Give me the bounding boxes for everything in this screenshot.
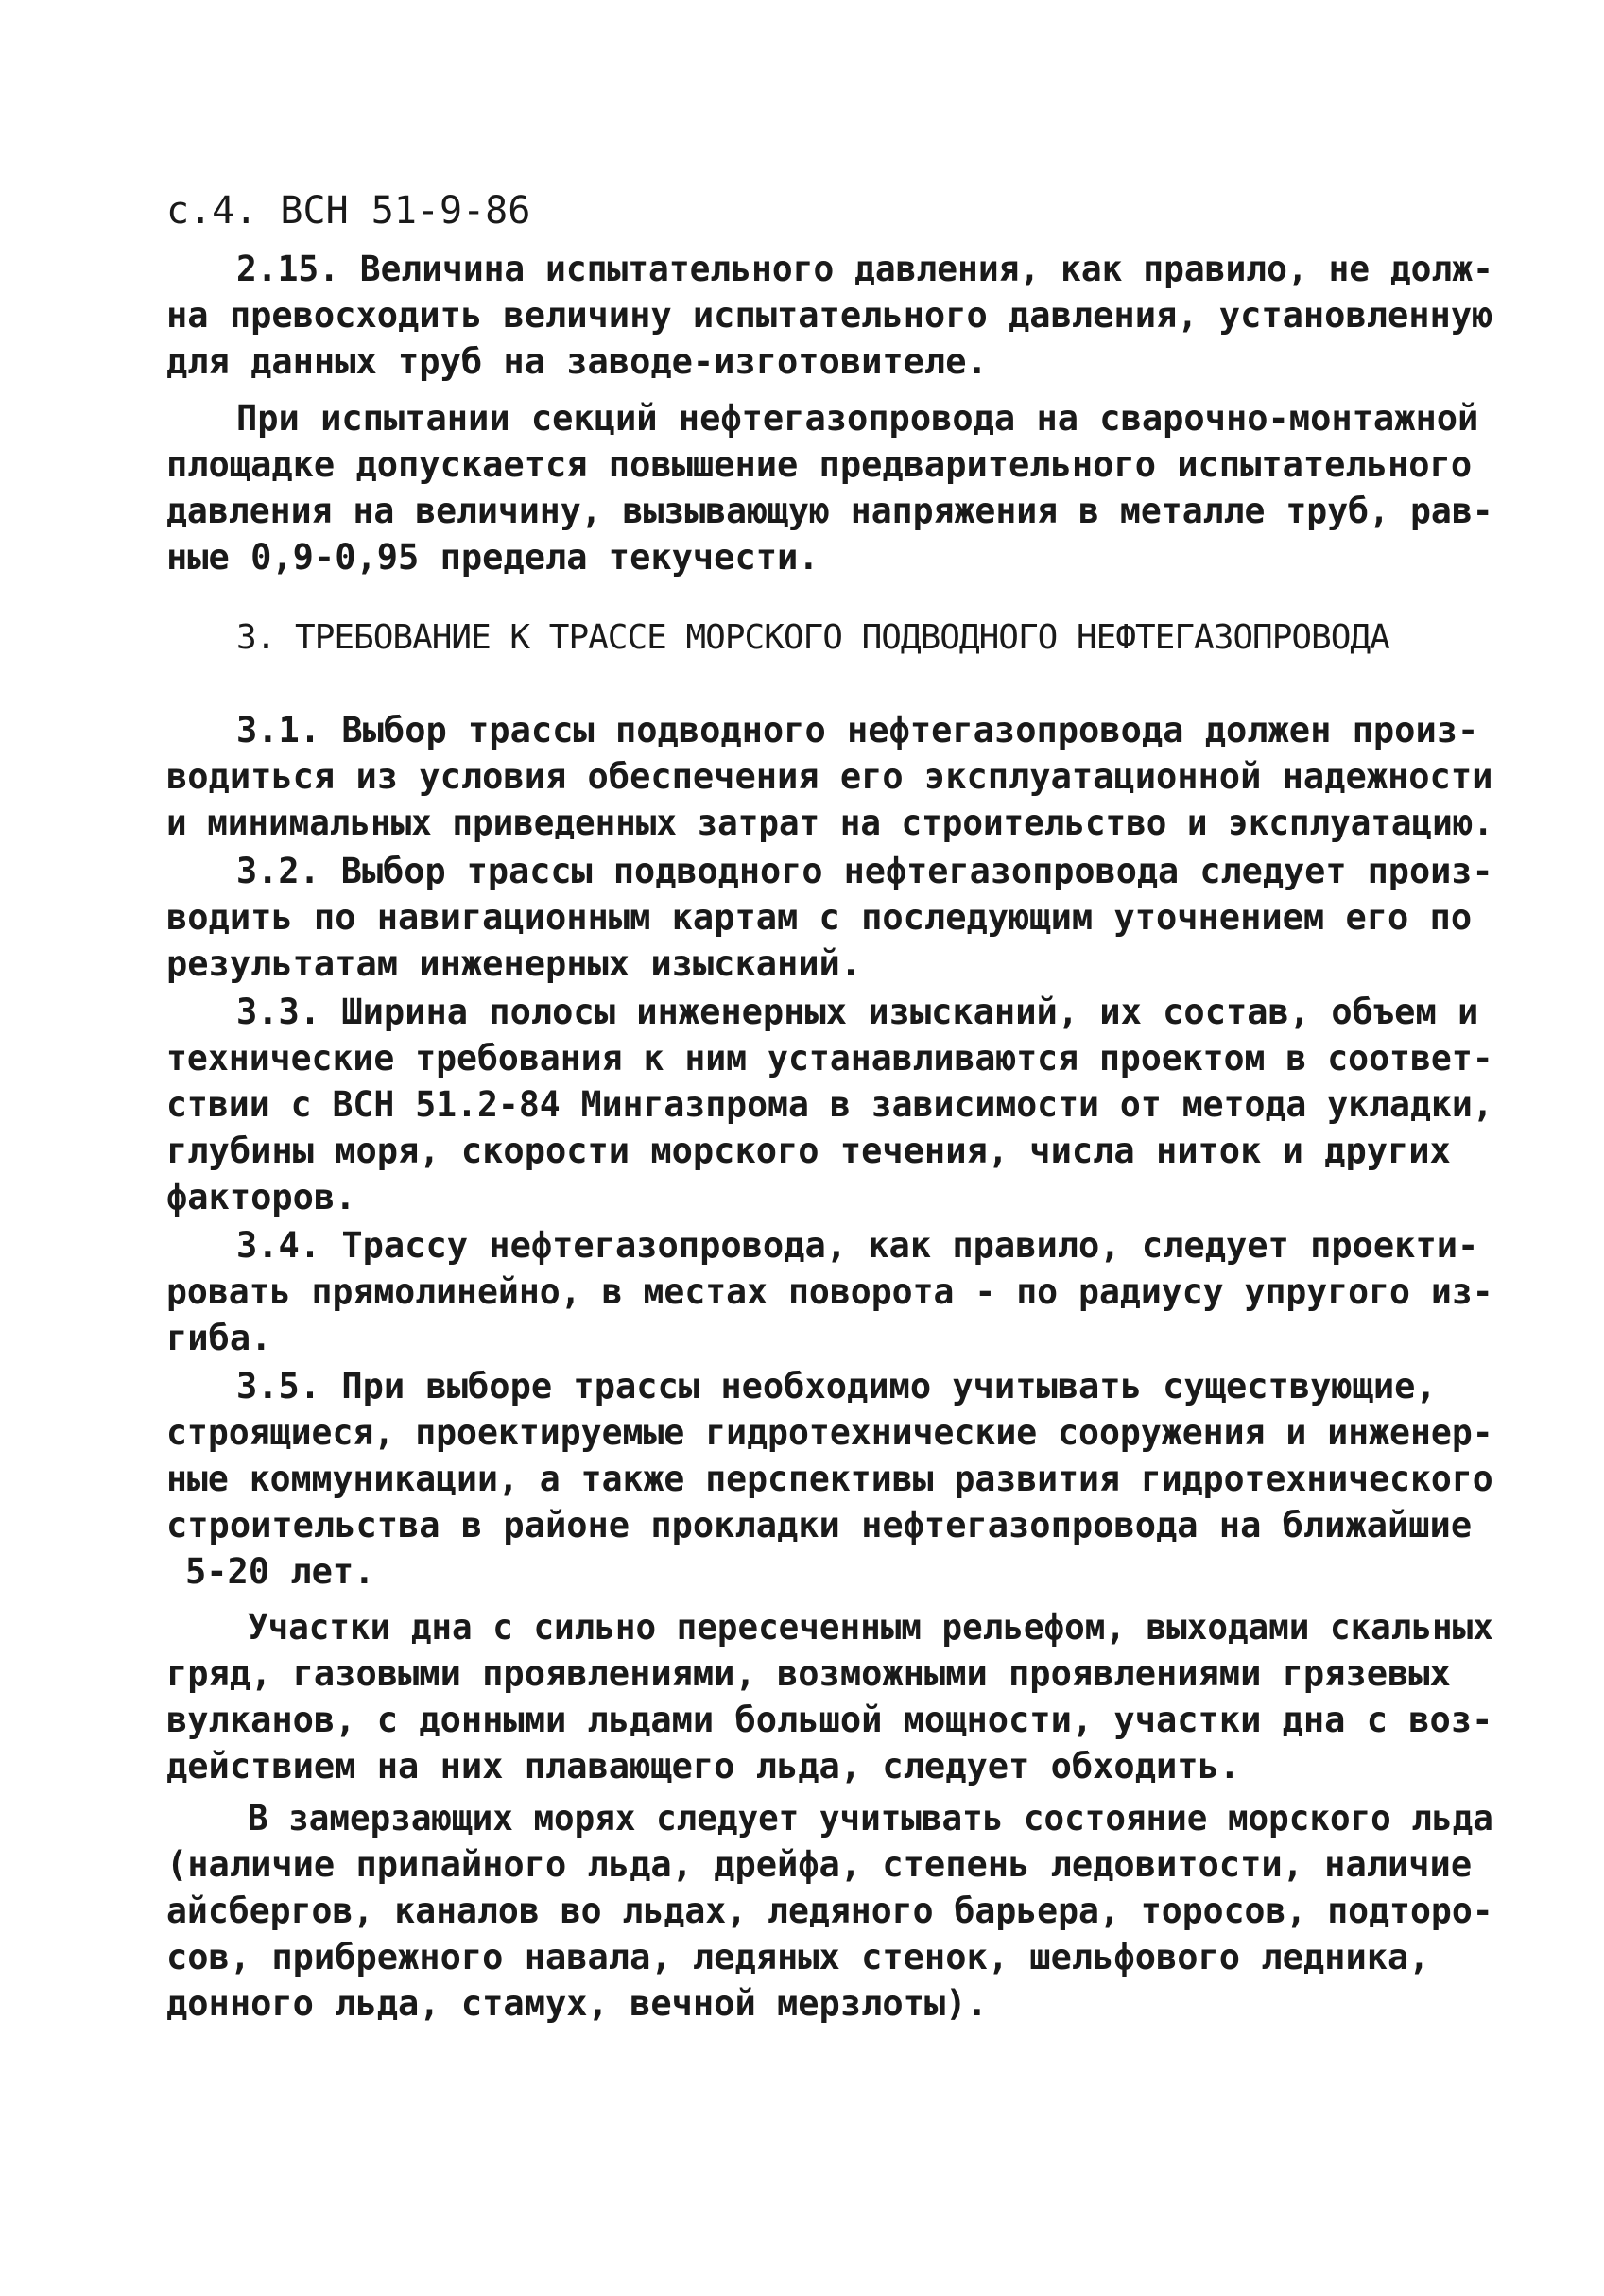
text-line: 5-20 лет. bbox=[185, 1551, 375, 1592]
text-line: (наличие припайного льда, дрейфа, степень ледовитости, наличие bbox=[166, 1844, 1473, 1885]
text-line: ровать прямолинейно, в местах поворота - по радиусу упругого из- bbox=[166, 1271, 1493, 1312]
text-line: и минимальных приведенных затрат на строительство и эксплуатацию. bbox=[166, 803, 1493, 843]
text-line: айсбергов, каналов во льдах, ледяного барьера, торосов, подторо- bbox=[166, 1890, 1493, 1931]
text-line: гряд, газовыми проявлениями, возможными проявлениями грязевых bbox=[166, 1653, 1451, 1694]
text-line: 2.15. Величина испытательного давления, как правило, не долж- bbox=[236, 249, 1493, 289]
text-line: на превосходить величину испытательного давления, установленную bbox=[166, 295, 1493, 336]
text-line: В замерзающих морях следует учитывать состояние морского льда bbox=[248, 1798, 1493, 1839]
text-line: давления на величину, вызывающую напряжения в металле труб, рав- bbox=[166, 491, 1493, 531]
text-line: вулканов, с донными льдами большой мощности, участки дна с воз- bbox=[166, 1700, 1493, 1740]
text-line: площадке допускается повышение предварительного испытательного bbox=[166, 444, 1473, 485]
text-line: 3.4. Трассу нефтегазопровода, как правило, следует проекти- bbox=[236, 1225, 1479, 1266]
text-line: ные коммуникации, а также перспективы развития гидротехнического bbox=[166, 1459, 1493, 1499]
text-line: водиться из условия обеспечения его эксплуатационной надежности bbox=[166, 756, 1493, 797]
text-line: ные 0,9-0,95 предела текучести. bbox=[166, 537, 819, 578]
text-line: глубины моря, скорости морского течения, числа ниток и других bbox=[166, 1131, 1451, 1171]
text-line: 3.2. Выбор трассы подводного нефтегазопровода следует произ- bbox=[236, 851, 1493, 891]
text-line: строительства в районе прокладки нефтегазопровода на ближайшие bbox=[166, 1505, 1473, 1545]
section-title: 3. ТРЕБОВАНИЕ К ТРАССЕ МОРСКОГО ПОДВОДНОГО НЕФТЕГАЗОПРОВОДА bbox=[236, 618, 1389, 657]
text-line: гиба. bbox=[166, 1318, 272, 1358]
text-line: результатам инженерных изысканий. bbox=[166, 943, 862, 984]
text-line: факторов. bbox=[166, 1177, 356, 1217]
text-line: ствии с ВСН 51.2-84 Мингазпрома в зависимости от метода укладки, bbox=[166, 1084, 1493, 1125]
text-line: 3.3. Ширина полосы инженерных изысканий, их состав, объем и bbox=[236, 992, 1479, 1032]
text-line: строящиеся, проектируемые гидротехнические сооружения и инженер- bbox=[166, 1412, 1493, 1453]
text-line: При испытании секций нефтегазопровода на сварочно-монтажной bbox=[236, 398, 1479, 439]
page-header: с.4. ВСН 51-9-86 bbox=[166, 189, 531, 233]
text-line: сов, прибрежного навала, ледяных стенок, шельфового ледника, bbox=[166, 1937, 1430, 1977]
text-line: 3.5. При выборе трассы необходимо учитывать существующие, bbox=[236, 1366, 1437, 1407]
text-line: для данных труб на заводе-изготовителе. bbox=[166, 341, 988, 382]
text-line: донного льда, стамух, вечной мерзлоты). bbox=[166, 1983, 988, 2024]
text-line: технические требования к ним устанавливаются проектом в соответ- bbox=[166, 1038, 1493, 1079]
text-line: водить по навигационным картам с последующим уточнением его по bbox=[166, 897, 1473, 938]
text-line: Участки дна с сильно пересеченным рельефом, выходами скальных bbox=[248, 1607, 1493, 1648]
text-line: действием на них плавающего льда, следует обходить. bbox=[166, 1746, 1241, 1787]
text-line: 3.1. Выбор трассы подводного нефтегазопровода должен произ- bbox=[236, 710, 1479, 751]
